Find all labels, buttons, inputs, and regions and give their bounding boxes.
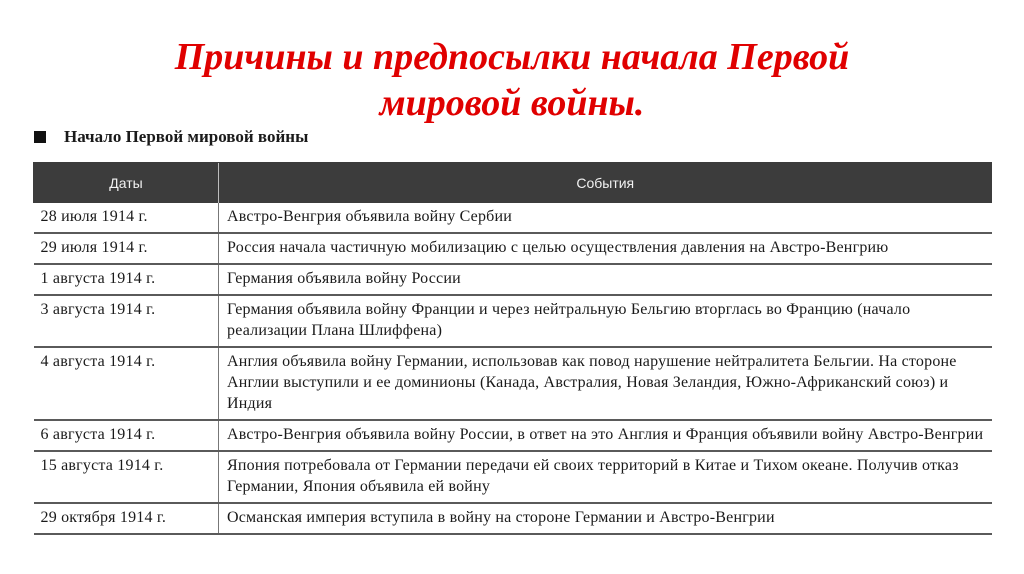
table-row [34,503,992,534]
table-row [34,233,992,264]
event-cell: Англия объявила войну Германии, использовав как повод нарушение нейтралитета Бельгии. На стороне Англии выступили и ее доминионы (Канада, Австралия, Новая Зеландия, Южно-Африканский союз) и Индия [219,347,992,420]
column-header-events: События [219,163,992,204]
event-cell: Германия объявила войну Франции и через нейтральную Бельгию вторглась во Францию (начало реализации Плана Шлиффена) [219,295,992,347]
column-header-dates: Даты [34,163,219,204]
date-cell: 29 октября 1914 г. [34,503,219,534]
date-cell: 4 августа 1914 г. [34,347,219,420]
table-row [34,420,992,451]
event-cell: Германия объявила войну России [219,264,992,295]
event-cell: Австро-Венгрия объявила войну России, в ответ на это Англия и Франция объявили войну Австро-Венгрии [219,420,992,451]
date-cell: 1 августа 1914 г. [34,264,219,295]
table-header-row [34,163,992,204]
event-cell: Россия начала частичную мобилизацию с целью осуществления давления на Австро-Венгрию [219,233,992,264]
table-row [34,203,992,233]
date-cell: 15 августа 1914 г. [34,451,219,503]
event-cell: Османская империя вступила в войну на стороне Германии и Австро-Венгрии [219,503,992,534]
section-heading-text: Начало Первой мировой войны [64,127,309,146]
date-cell: 29 июля 1914 г. [34,233,219,264]
event-cell: Австро-Венгрия объявила войну Сербии [219,203,992,233]
event-cell: Япония потребовала от Германии передачи ей своих территорий в Китае и Тихом океане. Получив отказ Германии, Япония объявила ей войну [219,451,992,503]
table-row [34,347,992,420]
section-heading [34,125,308,149]
table-row [34,264,992,295]
table-row [34,451,992,503]
page-title-line-1: Причины и предпосылки начала Первой [174,36,850,78]
date-cell: 28 июля 1914 г. [34,203,219,233]
date-cell: 6 августа 1914 г. [34,420,219,451]
table-row [34,295,992,347]
page-title-line-2: мировой войны. [379,82,645,124]
events-table [33,162,992,535]
date-cell: 3 августа 1914 г. [34,295,219,347]
square-bullet-icon [34,131,46,143]
page-title [0,34,1024,126]
